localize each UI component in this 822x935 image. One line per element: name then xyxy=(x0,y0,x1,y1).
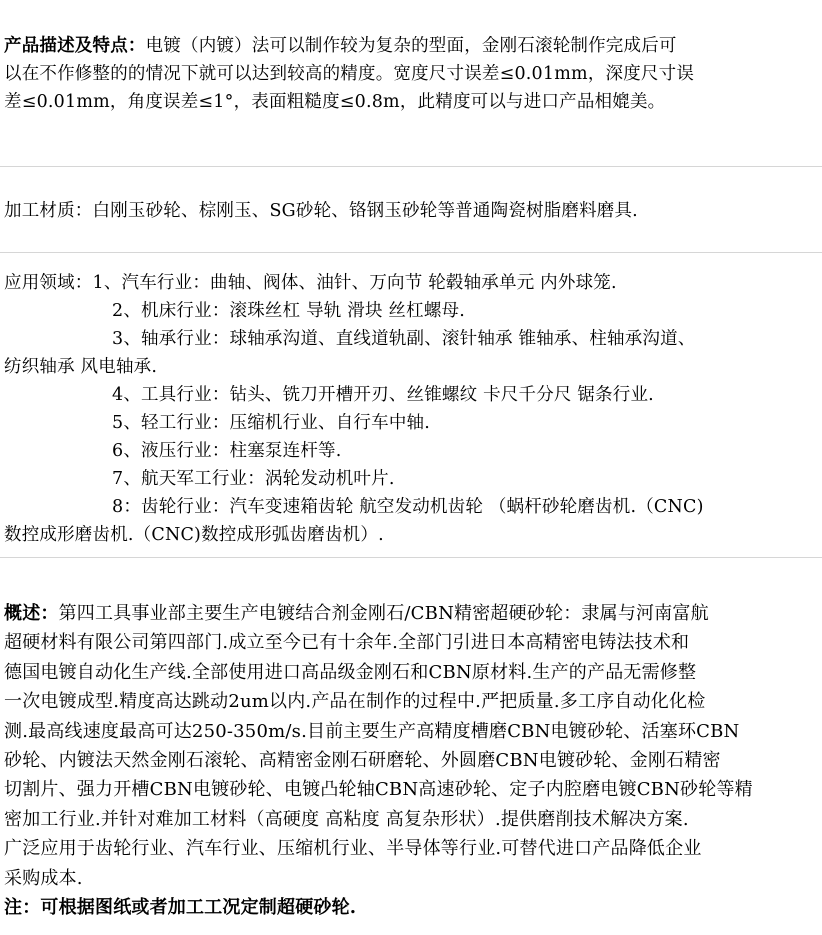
applications-item xyxy=(4,269,818,297)
applications-item: 4、工具行业：钻头、铣刀开槽开刃、丝锥螺纹 卡尺千分尺 锯条行业. xyxy=(112,385,654,405)
overview-line xyxy=(4,599,818,628)
section-divider xyxy=(0,252,822,253)
features-heading: 产品描述及特点： xyxy=(4,36,146,56)
material-section xyxy=(4,197,818,225)
overview-line: 采购成本. xyxy=(4,867,83,889)
overview-line: 广泛应用于齿轮行业、汽车行业、压缩机行业、半导体等行业.可替代进口产品降低企业 xyxy=(4,838,702,860)
applications-item: 7、航天军工行业：涡轮发动机叶片. xyxy=(112,469,395,489)
overview-text: 第四工具事业部主要生产电镀结合剂金刚石/CBN精密超硬砂轮：隶属与河南富航 xyxy=(58,603,709,624)
applications-item: 3、轴承行业：球轴承沟道、直线道轨副、滚针轴承 锥轴承、柱轴承沟道、 xyxy=(112,329,696,349)
material-text: 加工材质：白刚玉砂轮、棕刚玉、SG砂轮、铬钢玉砂轮等普通陶瓷树脂磨料磨具. xyxy=(4,201,638,221)
overview-heading: 概述： xyxy=(4,603,59,624)
applications-item: 2、机床行业：滚珠丝杠 导轨 滑块 丝杠螺母. xyxy=(112,301,465,321)
overview-note: 注：可根据图纸或者加工工况定制超硬砂轮. xyxy=(4,897,357,919)
applications-item: 5、轻工行业：压缩机行业、自行车中轴. xyxy=(112,413,430,433)
features-line-1 xyxy=(4,32,818,60)
applications-item: 6、液压行业：柱塞泵连杆等. xyxy=(112,441,342,461)
section-divider xyxy=(0,166,822,167)
overview-line: 超硬材料有限公司第四部门.成立至今已有十余年.全部门引进日本高精密电铸法技术和 xyxy=(4,632,690,654)
overview-line: 密加工行业.并针对难加工材料（高硬度 高粘度 高复杂形状）.提供磨削技术解决方案. xyxy=(4,808,689,830)
overview-line: 一次电镀成型.精度高达跳动2um以内.产品在制作的过程中.严把质量.多工序自动化化检 xyxy=(4,691,706,713)
overview-line: 切割片、强力开槽CBN电镀砂轮、电镀凸轮轴CBN高速砂轮、定子内腔磨电镀CBN砂轮等精 xyxy=(4,779,753,801)
overview-line: 砂轮、内镀法天然金刚石滚轮、高精密金刚石研磨轮、外圆磨CBN电镀砂轮、金刚石精密 xyxy=(4,750,721,772)
applications-item-continued: 纺织轴承 风电轴承. xyxy=(4,357,158,377)
section-divider xyxy=(0,557,822,558)
features-line-3: 差≤0.01mm，角度误差≤1°，表面粗糙度≤0.8m，此精度可以与进口产品相媲美。 xyxy=(4,92,666,112)
applications-item: 8：齿轮行业：汽车变速箱齿轮 航空发动机齿轮 （蜗杆砂轮磨齿机.（CNC) xyxy=(112,497,704,517)
applications-item-continued: 数控成形磨齿机.（CNC)数控成形弧齿磨齿机）. xyxy=(4,525,384,545)
overview-line: 德国电镀自动化生产线.全部使用进口高品级金刚石和CBN原材料.生产的产品无需修整 xyxy=(4,661,697,683)
applications-section xyxy=(4,269,818,549)
applications-item-text: 1、汽车行业：曲轴、阀体、油针、万向节 轮毂轴承单元 内外球笼. xyxy=(92,273,617,293)
overview-line: 测.最高线速度最高可达250-350m/s.目前主要生产高精度槽磨CBN电镀砂轮、活塞环CBN xyxy=(4,720,740,742)
overview-section xyxy=(4,599,818,922)
features-text: 电镀（内镀）法可以制作较为复杂的型面，金刚石滚轮制作完成后可 xyxy=(145,36,677,56)
applications-label: 应用领域： xyxy=(4,273,93,293)
features-section xyxy=(4,32,818,116)
features-line-2: 以在不作修整的的情况下就可以达到较高的精度。宽度尺寸误差≤0.01mm，深度尺寸误 xyxy=(4,64,695,84)
